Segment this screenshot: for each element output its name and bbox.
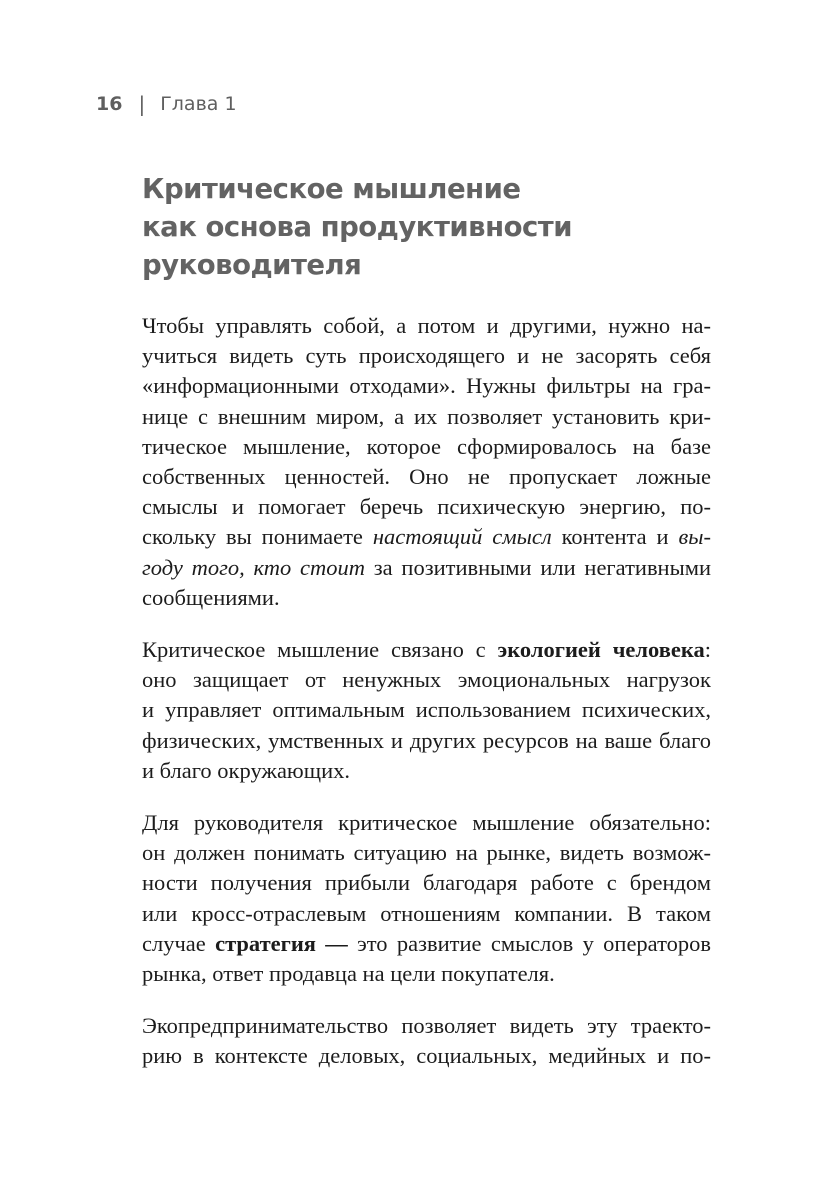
italic-phrase: вы- bbox=[678, 524, 711, 550]
text-run: контента и bbox=[551, 524, 679, 550]
text-line: «информационными отходами». Нужны фильтры на гра- bbox=[142, 373, 711, 399]
italic-phrase: настоящий смысл bbox=[372, 524, 552, 550]
title-line: руководителя bbox=[142, 249, 362, 281]
text-line: рию в контексте деловых, социальных, медийных и по- bbox=[142, 1043, 711, 1069]
chapter-label: Глава 1 bbox=[160, 93, 237, 115]
text-line: Экопредпринимательство позволяет видеть эту траекто- bbox=[142, 1013, 711, 1039]
text-run: скольку вы понимаете bbox=[142, 524, 373, 550]
text-line: сообщениями. bbox=[142, 584, 280, 610]
header-separator: | bbox=[138, 92, 146, 116]
text-line: и благо окружающих. bbox=[142, 757, 350, 783]
title-line: Критическое мышление bbox=[142, 173, 521, 205]
text-run: случае bbox=[142, 930, 216, 956]
page-number: 16 bbox=[96, 93, 123, 115]
running-head bbox=[96, 92, 237, 116]
text-run: это развитие смыслов у операторов bbox=[347, 930, 711, 956]
text-line: или кросс-отраслевым отношениям компании. В таком bbox=[142, 900, 711, 926]
body-text bbox=[142, 311, 711, 1094]
text-line: ности получения прибыли благодаря работе с брендом bbox=[142, 870, 711, 896]
text-run: Критическое мышление связано с bbox=[142, 637, 498, 663]
paragraph-2 bbox=[142, 635, 711, 786]
text-line bbox=[142, 553, 711, 583]
text-line: нице с внешним миром, а их позволяет установить кри- bbox=[142, 403, 711, 429]
text-line: тическое мышление, которое сформировалось на базе bbox=[142, 433, 711, 459]
text-line: физических, умственных и других ресурсов на ваше благо bbox=[142, 727, 711, 753]
text-line bbox=[142, 522, 711, 552]
italic-phrase: году того, кто стоит bbox=[142, 554, 365, 580]
text-line: и управляет оптимальным использованием психических, bbox=[142, 697, 711, 723]
bold-phrase: стратегия — bbox=[215, 930, 348, 956]
title-line: как основа продуктивности bbox=[142, 211, 572, 243]
text-line: учиться видеть суть происходящего и не засорять себя bbox=[142, 343, 711, 369]
paragraph-4 bbox=[142, 1011, 711, 1071]
bold-phrase: экологией человека bbox=[497, 637, 705, 663]
paragraph-3 bbox=[142, 808, 711, 989]
text-line: собственных ценностей. Оно не пропускает ложные bbox=[142, 464, 711, 490]
text-line: смыслы и помогает беречь психическую энергию, по- bbox=[142, 494, 711, 520]
text-line: Чтобы управлять собой, а потом и другими, нужно на- bbox=[142, 313, 711, 338]
text-line: он должен понимать ситуацию на рынке, видеть возмож- bbox=[142, 840, 711, 866]
section-title bbox=[142, 170, 742, 284]
text-run: за позитивными или негативными bbox=[364, 554, 711, 580]
text-line bbox=[142, 929, 711, 959]
paragraph-1 bbox=[142, 311, 711, 613]
text-run: : bbox=[704, 637, 711, 663]
text-line: Для руководителя критическое мышление обязательно: bbox=[142, 810, 711, 836]
text-line bbox=[142, 635, 711, 665]
text-line: рынка, ответ продавца на цели покупателя. bbox=[142, 961, 555, 987]
text-line: оно защищает от ненужных эмоциональных нагрузок bbox=[142, 667, 711, 693]
